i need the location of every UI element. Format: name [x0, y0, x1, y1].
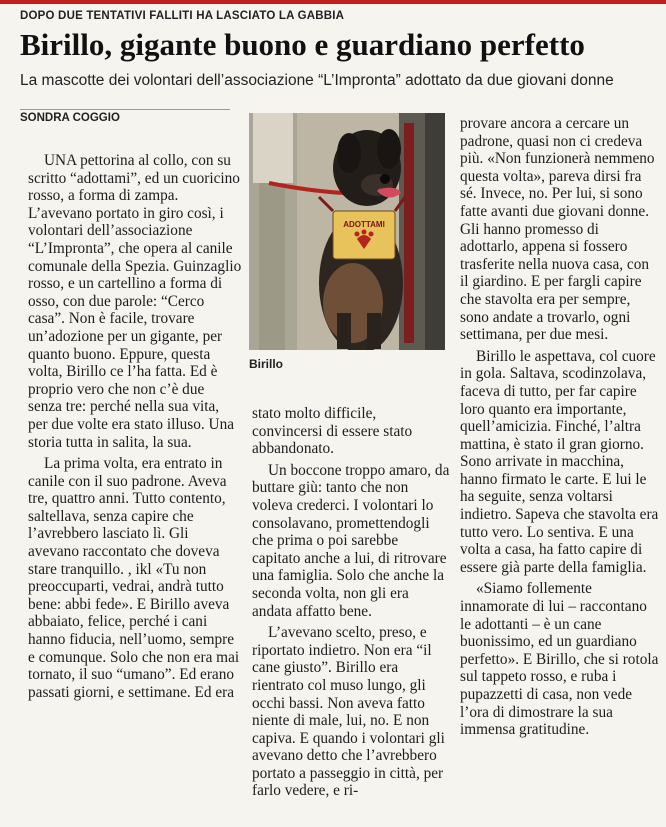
paragraph: stato molto difficile, convincersi di essere stato abbandonato. [252, 405, 413, 458]
paragraph: «Siamo follemente innamorate di lui – raccontano le adottanti – è un cane buonissimo, ed un guardiano perfetto». E Birillo, che si rotola sul tappeto rosso, e ruba i pupazzetti di casa, non vede l’ora di dimostrare la sua immensa gratitudine. [460, 580, 659, 739]
paragraph: Un boccone troppo amaro, da buttare giù: tanto che non voleva crederci. I volontari lo consolavano, promettendogli che prima o poi sarebbe capitato anche a lui, di ritrovare una famiglia. Solo che anche la seconda volta, non gli era andata affatto bene. [252, 461, 450, 620]
article-subheadline: La mascotte dei volontari dell’associazione “L’Impronta” adottato da due giovani donne [20, 72, 614, 89]
article-kicker: DOPO DUE TENTATIVI FALLITI HA LASCIATO LA GABBIA [20, 10, 345, 22]
paragraph: provare ancora a cercare un padrone, quasi non ci credeva più. «Non funzionerà nemmeno questa volta», pareva dirsi fra sé. Invece, no. Per lui, si sono fatte avanti due giovani donne. Gli hanno promesso di adottarlo, appena si fossero trasferite nella nuova casa, con il giardino. E per fargli capire che stavolta era per sempre, sono andate a trovarlo, ogni settimana, per due mesi. [460, 115, 655, 344]
byline-divider [20, 109, 230, 110]
article-byline: SONDRA COGGIO [20, 112, 120, 124]
text-column-2 [252, 405, 450, 804]
paragraph: L’avevano scelto, preso, e riportato indietro. Non era “il cane giusto”. Birillo era rientrato col muso lungo, gli occhi bassi. Non aveva fatto niente di male, lui, no. E non capiva. E quando i volontari gli avevano detto che l’avrebbero portato a passeggio in città, per farlo vedere, e ri- [252, 624, 445, 800]
article-headline: Birillo, gigante buono e guardiano perfetto [20, 27, 585, 62]
dog-photo [249, 113, 445, 350]
paragraph: Birillo le aspettava, col cuore in gola. Saltava, scodinzolava, faceva di tutto, per far capire loro quanto era importante, quell’amicizia. Finché, l’altra mattina, è stato il gran giorno. Sono arrivate in macchina, hanno firmato le carte. E lui le ha seguite, senza voltarsi indietro. Sapeva che stavolta era tutto vero. Lo sentiva. E una volta a casa, ha fatto capire di essere già parte della famiglia. [460, 347, 659, 576]
text-column-1 [28, 152, 242, 705]
text-column-3 [460, 115, 660, 743]
top-accent-bar [0, 0, 666, 4]
paragraph: UNA pettorina al collo, con su scritto “adottami”, ed un cuoricino rosso, a forma di zampa. L’avevano portato in giro così, i volontari dell’associazione “L’Impronta”, che opera al canile comunale della Spezia. Guinzaglio rosso, e un cartellino a forma di osso, con due parole: “Cerco casa”. Non è facile, trovare un’adozione per un gigante, per quanto buono. Eppure, questa volta, Birillo ce l’ha fatta. Ed è proprio vero che non c’è due senza tre: perché nella sua vita, per due volte era stato illuso. Una storia tutta in salita, la sua. [28, 152, 242, 451]
photo-caption: Birillo [249, 357, 284, 371]
paragraph: La prima volta, era entrato in canile con il suo padrone. Aveva tre, quattro anni. Tutto contento, saltellava, senza capire che l’avrebbero lasciato lì. Gli avevano raccontato che doveva stare tranquillo. , ikl «Tu non preoccuparti, vedrai, andrà tutto bene: abbi fede». E Birillo aveva abbaiato, felice, perché i cani hanno fiducia, nell’uomo, sempre e comunque. Solo che non era mai tornato, il suo “umano”. Ed erano passati giorni, e settimane. Ed era [28, 455, 240, 701]
sign-lettering: ADOTTAMI [343, 220, 385, 229]
